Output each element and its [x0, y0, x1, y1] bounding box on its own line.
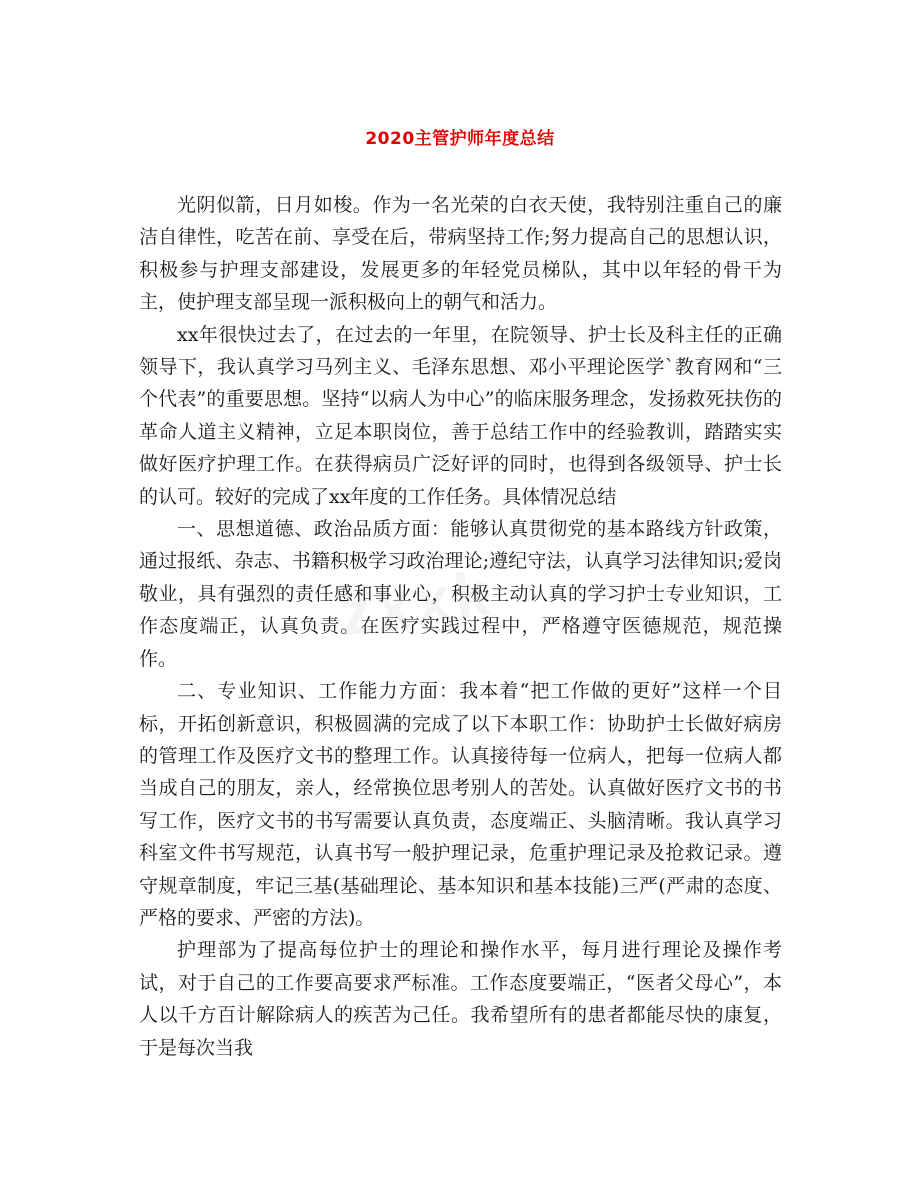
- document-body: [139, 189, 782, 1064]
- paragraph: 护理部为了提高每位护士的理论和操作水平，每月进行理论及操作考试，对于自己的工作要高要求严标准。工作态度要端正，“医者父母心”，本人以千方百计解除病人的疾苦为己任。我希望所有的患者都能尽快的康复，于是每次当我: [139, 939, 782, 1059]
- document-title: 2020主管护师年度总结: [365, 129, 555, 149]
- paragraph: 一、思想道德、政治品质方面：能够认真贯彻党的基本路线方针政策，通过报纸、杂志、书籍积极学习政治理论;遵纪守法，认真学习法律知识;爱岗敬业，具有强烈的责任感和事业心，积极主动认真的学习护士专业知识，工作态度端正，认真负责。在医疗实践过程中，严格遵守医德规范，规范操作。: [139, 518, 782, 670]
- paragraph: xx年很快过去了，在过去的一年里，在院领导、护士长及科主任的正确领导下，我认真学习马列主义、毛泽东思想、邓小平理论医学`教育网和“三个代表”的重要思想。坚持“以病人为中心”的临床服务理念，发扬救死扶伤的革命人道主义精神，立足本职岗位，善于总结工作中的经验教训，踏踏实实做好医疗护理工作。在获得病员广泛好评的同时，也得到各级领导、护士长的认可。较好的完成了xx年度的工作任务。具体情况总结: [139, 323, 782, 508]
- paragraph: 光阴似箭，日月如梭。作为一名光荣的白衣天使，我特别注重自己的廉洁自律性，吃苦在前、享受在后，带病坚持工作;努力提高自己的思想认识，积极参与护理支部建设，发展更多的年轻党员梯队，其中以年轻的骨干为主，使护理支部呈现一派积极向上的朝气和活力。: [139, 194, 782, 314]
- paragraph: 二、专业知识、工作能力方面：我本着“把工作做的更好”这样一个目标，开拓创新意识，积极圆满的完成了以下本职工作：协助护士长做好病房的管理工作及医疗文书的整理工作。认真接待每一位病人，把每一位病人都当成自己的朋友，亲人，经常换位思考别人的苦处。认真做好医疗文书的书写工作，医疗文书的书写需要认真负责，态度端正、头脑清晰。我认真学习科室文件书写规范，认真书写一般护理记录，危重护理记录及抢救记录。遵守规章制度，牢记三基(基础理论、基本知识和基本技能)三严(严肃的态度、严格的要求、严密的方法)。: [139, 680, 782, 929]
